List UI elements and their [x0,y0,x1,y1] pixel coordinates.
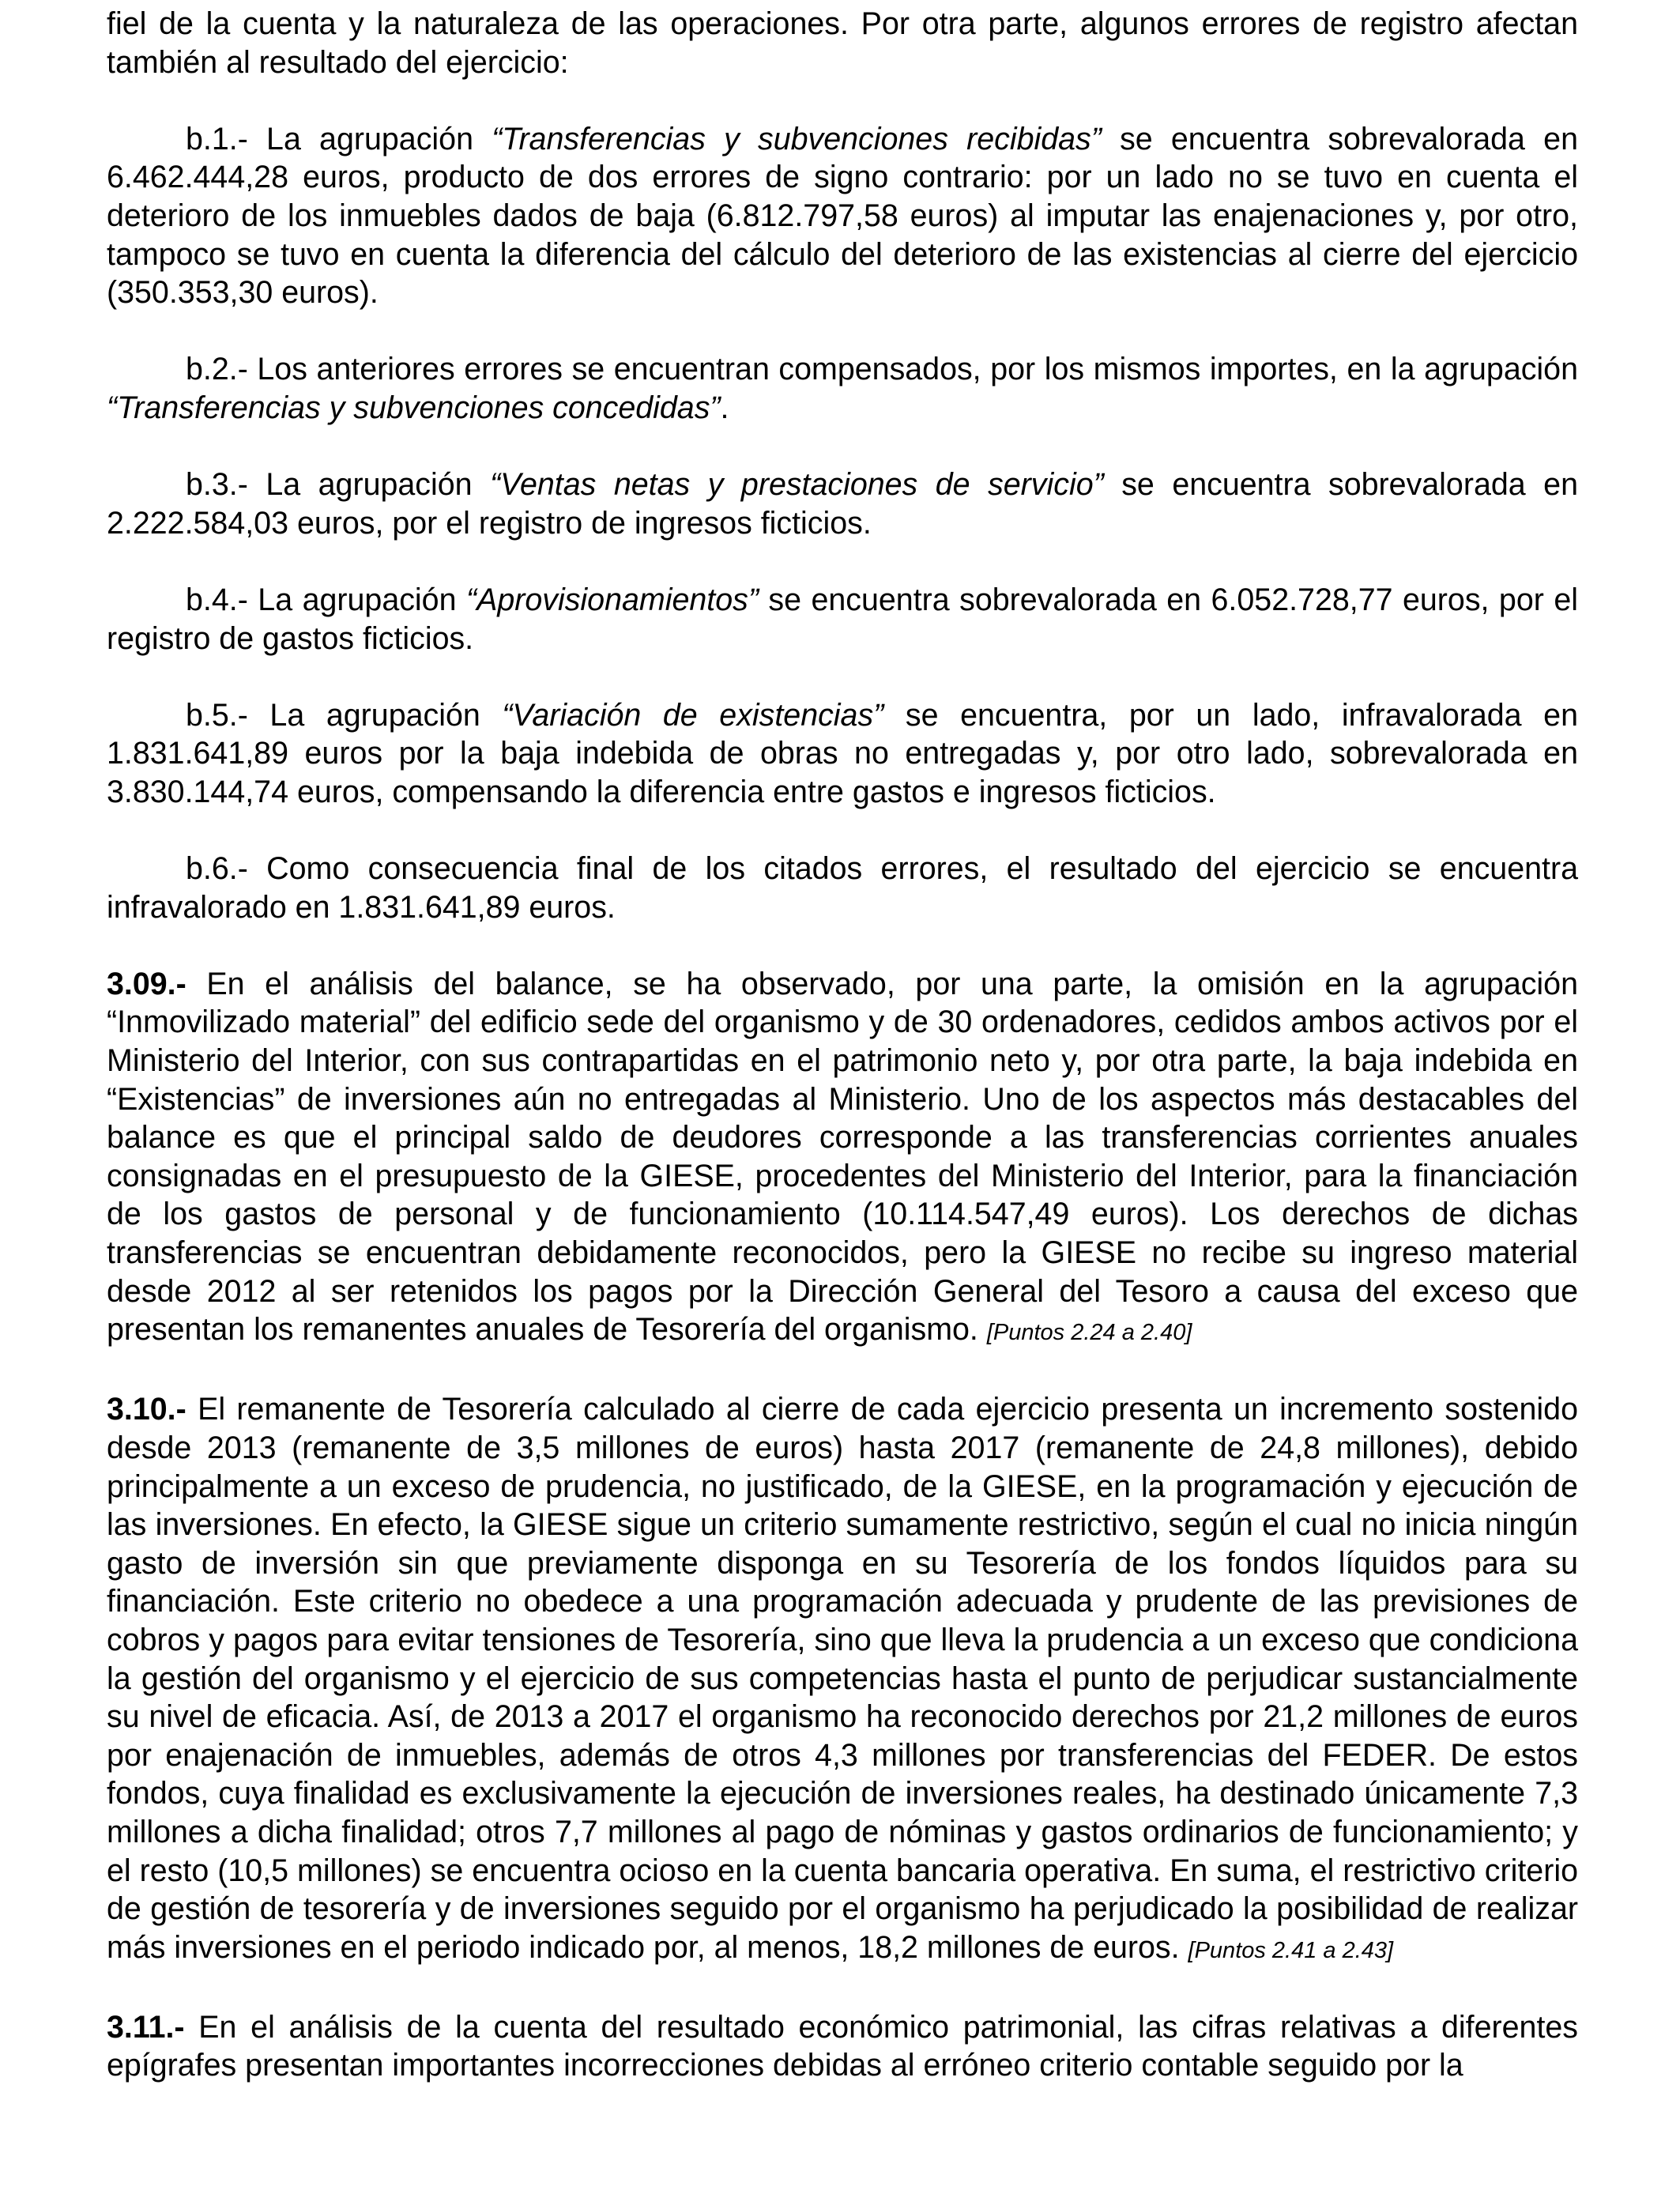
section-text: En el análisis de la cuenta del resultado económico patrimonial, las cifras relativas a diferentes epígrafes presentan importantes incorrecciones debidas al erróneo criterio contable seguido por la [107,2009,1578,2083]
cross-reference: [Puntos 2.24 a 2.40] [986,1320,1192,1346]
item-b2-text: . [720,390,729,425]
item-b1-text: se encuentra sobrevalorada en 6.462.444,28 euros, producto de dos errores de signo contrario: por un lado no se tuvo en cuenta el deterioro de los inmuebles dados de baja (6.812.797,58 euros) al imputar las enajenaciones y, por otro, tampoco se tuvo en cuenta la diferencia del cálculo del deterioro de las existencias al cierre del ejercicio (350.353,30 euros). [107,121,1578,311]
item-b5 [107,696,1578,812]
item-b5-name: “Variación de existencias” [502,697,884,733]
intro-paragraph: fiel de la cuenta y la naturaleza de las operaciones. Por otra parte, algunos errores de registro afectan también al resultado del ejercicio: [107,6,1578,80]
section-number: 3.11.- [107,2009,185,2045]
item-b6: b.6.- Como consecuencia final de los citados errores, el resultado del ejercicio se encuentra infravalorado en 1.831.641,89 euros. [107,851,1578,925]
item-b2 [107,350,1578,427]
item-b1-name: “Transferencias y subvenciones recibidas” [492,121,1102,156]
section-3-10 [107,1390,1578,1970]
document-page [107,5,1578,2085]
section-3-09 [107,965,1578,1352]
item-b5-text: se encuentra, por un lado, infravalorada en 1.831.641,89 euros por la baja indebida de obras no entregadas y, por otro lado, sobrevalorada en 3.830.144,74 euros, compensando la diferencia entre gastos e ingresos ficticios. [107,697,1578,809]
item-b2-label: b.2.- Los anteriores errores se encuentran compensados, por los mismos importes, en la agrupación [186,352,1578,387]
section-3-11 [107,2008,1578,2085]
section-number: 3.09.- [107,966,186,1001]
item-b3-text: se encuentra sobrevalorada en 2.222.584,03 euros, por el registro de ingresos ficticios. [107,467,1578,541]
item-b3 [107,466,1578,542]
item-b5-label: b.5.- La agrupación [186,697,503,733]
item-b1 [107,120,1578,312]
section-text: En el análisis del balance, se ha observado, por una parte, la omisión en la agrupación “Inmovilizado material” del edificio sede del organismo y de 30 ordenadores, cedidos ambos activos por el Ministerio del Interior, con sus contrapartidas en el patrimonio neto y, por otra parte, la baja indebida en “Existencias” de inversiones aún no entregadas al Ministerio. Uno de los aspectos más destacables del balance es que el principal saldo de deudores corresponde a las transferencias corrientes anuales consignadas en el presupuesto de la GIESE, procedentes del Ministerio del Interior, para la financiación de los gastos de personal y de funcionamiento (10.114.547,49 euros). Los derechos de dichas transferencias se encuentran debidamente reconocidos, pero la GIESE no recibe su ingreso material desde 2012 al ser retenidos los pagos por la Dirección General del Tesoro a causa del exceso que presentan los remanentes anuales de Tesorería del organismo. [107,966,1578,1348]
item-b4-text: se encuentra sobrevalorada en 6.052.728,77 euros, por el registro de gastos ficticios. [107,582,1578,656]
item-b4-label: b.4.- La agrupación [186,582,466,617]
section-number: 3.10.- [107,1392,186,1427]
item-b4-name: “Aprovisionamientos” [465,582,759,617]
cross-reference: [Puntos 2.41 a 2.43] [1188,1937,1394,1963]
item-b4 [107,581,1578,658]
item-b2-name: “Transferencias y subvenciones concedidas” [107,390,721,425]
item-b1-label: b.1.- La agrupación [186,121,492,156]
item-b3-label: b.3.- La agrupación [186,467,491,503]
section-text: El remanente de Tesorería calculado al cierre de cada ejercicio presenta un incremento sostenido desde 2013 (remanente de 3,5 millones de euros) hasta 2017 (remanente de 24,8 millones), debido principalmente a un exceso de prudencia, no justificado, de la GIESE, en la programación y ejecución de las inversiones. En efecto, la GIESE sigue un criterio sumamente restrictivo, según el cual no inicia ningún gasto de inversión sin que previamente disponga en su Tesorería de los fondos líquidos para su financiación. Este criterio no obedece a una programación adecuada y prudente de las previsiones de cobros y pagos para evitar tensiones de Tesorería, sino que lleva la prudencia a un exceso que condiciona la gestión del organismo y el ejercicio de sus competencias hasta el punto de perjudicar sustancialmente su nivel de eficacia. Así, de 2013 a 2017 el organismo ha reconocido derechos por 21,2 millones de euros por enajenación de inmuebles, además de otros 4,3 millones por transferencias del FEDER. De estos fondos, cuya finalidad es exclusivamente la ejecución de inversiones reales, ha destinado únicamente 7,3 millones a dicha finalidad; otros 7,7 millones al pago de nóminas y gastos ordinarios de funcionamiento; y el resto (10,5 millones) se encuentra ocioso en la cuenta bancaria operativa. En suma, el restrictivo criterio de gestión de tesorería y de inversiones seguido por el organismo ha perjudicado la posibilidad de realizar más inversiones en el periodo indicado por, al menos, 18,2 millones de euros. [107,1392,1578,1965]
item-b3-name: “Ventas netas y prestaciones de servicio” [490,467,1104,503]
